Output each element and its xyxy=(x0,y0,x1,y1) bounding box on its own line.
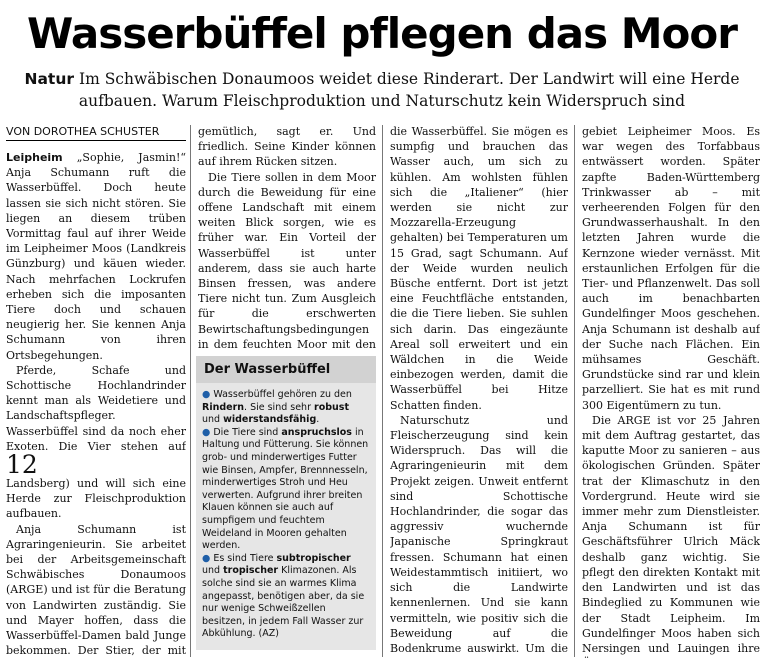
infobox-items xyxy=(196,383,376,641)
article-column-4 xyxy=(582,124,760,658)
paragraph: gemütlich, sagt er. Und friedlich. Seine Kinder können auf ihrem Rücken sitzen. xyxy=(198,125,376,169)
lead-paragraph xyxy=(6,150,186,363)
paragraph: Die Tiere sollen in dem Moor durch die Beweidung für eine offene Landschaft mit einem weiten Blick sorgen, wie es früher war. Ein Vorteil der Wasserbüffel ist unter anderem, dass sie auch harte Binsen fressen, was andere Tiere nicht tun. Zum Ausgleich für die erschwerten Bewirtschaftungsbedingungen in dem feuchten Moor mit den xyxy=(198,170,376,351)
article-column-3 xyxy=(390,124,568,658)
article-column-1 xyxy=(6,150,186,452)
lead-text: „Sophie, Jasmin!“ Anja Schumann ruft die Wasserbüffel. Doch heute lassen sie sich nicht stören. Sie liegen an diesem trüben Vormittag faul auf ihrer Weide im Leipheimer Moos (Landkreis Günzburg) und käuen wieder. Nach mehrfachen Lockrufen erheben sich die imposanten Tiere doch und schauen neugierig her. Sie kennen Anja Schumann von ihren Ortsbegehungen. xyxy=(6,151,186,362)
column-rule xyxy=(574,125,575,657)
paragraph: gebiet Leipheimer Moos. Es war wegen des Torfabbaus entwässert worden. Später zapfte Baden-Württemberg Trinkwasser ab – mit verheerenden Folgen für den Grundwasserhaushalt. In den letzten Jahren wurde die Kernzone wieder vernässt. Mit erstaunlichen Erfolgen für die Tier- und Pflanzenwelt. Das soll auch im benachbarten Gundelfinger Moos geschehen. Anja Schumann ist deshalb auf der Suche nach Flächen. Ein mühsames Geschäft. Grundstücke sind rar und klein parzelliert. Sie hat es mit rund 300 Eigentümern zu tun. xyxy=(582,125,760,412)
article-column-1-continued xyxy=(6,476,186,656)
subheadline xyxy=(0,68,764,112)
headline: Wasserbüffel pflegen das Moor xyxy=(27,9,737,58)
infobox-item: ● Die Tiere sind anspruchslos in Haltung und Fütterung. Sie können grob- und minderwertiges Futter wie Binsen, Ampfer, Brennnesseln, minderwertiges Stroh und Heu verwerten. Aufgrund ihrer breiten Klauen können sie auch auf sumpfigem und feuchtem Weideland in Mooren gehalten werden. xyxy=(202,426,369,552)
dateline: Leipheim xyxy=(6,151,63,164)
bullet-icon: ● xyxy=(202,426,211,438)
paragraph: Anja Schumann ist Agraringenieurin. Sie arbeitet bei der Arbeitsgemeinschaft Schwäbisches Donaumoos (ARGE) und ist für die Beratung von Landwirten zuständig. Sie und Mayer hoffen, dass die Wasserbüffel-Damen bald Junge bekommen. Der Stier, der mit xyxy=(6,522,186,656)
article-column-2 xyxy=(198,124,376,354)
infobox-title: Der Wasserbüffel xyxy=(196,356,376,383)
infobox-item: ● Wasserbüffel gehören zu den Rindern. Sie sind sehr robust und widerstandsfähig. xyxy=(202,389,352,426)
subhead-kicker: Natur xyxy=(24,70,75,88)
paragraph: die Wasserbüffel. Sie mögen es sumpfig und brauchen das Wasser auch, um sich zu kühlen. Am wohlsten fühlen sich die „Italiener“ (hier werden sie nicht zur Mozzarella-Erzeugung gehalten) bei Temperaturen um 15 Grad, sagt Schumann. Auf der Weide wurden neulich Büsche entfernt. Dort ist jetzt eine Feuchtfläche entstanden, die die Tiere lieben. Sie suhlen sich darin. Das eingezäunte Areal soll erweitert und ein Wäldchen in die Weide einbezogen werden, damit die Wasserbüffel bei Hitze Schatten finden. xyxy=(390,125,568,412)
column-rule xyxy=(190,125,191,657)
paragraph: Naturschutz und Fleischerzeugung sind kein Widerspruch. Das will die Agraringenieurin mit dem Projekt zeigen. Unweit entfernt sind Schottische Hochlandrinder, die sogar das aggressiv wuchernde Japanische Springkraut fressen. Schumann hat einen Weidestammtisch initiiert, wo sich die Landwirte kennenlernen. Und sie kann vermitteln, wie positiv sich die Beweidung auf die Bodenkrume auswirkt. Um die xyxy=(390,413,568,655)
paragraph: Die ARGE ist vor 25 Jahren mit dem Auftrag gestartet, das kaputte Moor zu sanieren – aus ökologischen Gründen. Später trat der Klimaschutz in den Vordergrund. Heute wird sie immer mehr zum Dienstleister. Anja Schumann ist für Geschäftsführer Ulrich Mäck deshalb ganz wichtig. Sie pflegt den direkten Kontakt mit den Landwirten und ist das Bindeglied zu Kommunen wie der Stadt Leipheim. Im Gundelfinger Moos haben sich Nersingen und Lauingen ihre xyxy=(582,413,760,655)
page-number: 12 xyxy=(6,450,38,479)
bullet-icon: ● xyxy=(202,552,211,564)
byline: VON DOROTHEA SCHUSTER xyxy=(6,125,186,141)
paragraph: Pferde, Schafe und Schottische Hochlandrinder kennt man als Weidetiere und Landschaftspfleger. Wasserbüffel sind da noch eher Exoten. Die Vier stehen auf xyxy=(6,363,186,452)
paragraph: Landsberg) und will sich eine Herde zur Fleischproduktion aufbauen. xyxy=(6,477,186,521)
infobox-item: ● Es sind Tiere subtropischer und tropischer Klimazonen. Als solche sind sie an warmes Klima angepasst, benötigen aber, da sie nur wenige Schweißzellen besitzen, in jedem Fall Wasser zur Abkühlung. (AZ) xyxy=(202,552,365,640)
infobox xyxy=(196,356,376,650)
bullet-icon: ● xyxy=(202,389,211,400)
column-rule xyxy=(382,125,383,657)
subhead-text: Im Schwäbischen Donaumoos weidet diese Rinderart. Der Landwirt will eine Herde aufbauen. Warum Fleischproduktion und Naturschutz kein Widerspruch sind xyxy=(74,70,740,110)
